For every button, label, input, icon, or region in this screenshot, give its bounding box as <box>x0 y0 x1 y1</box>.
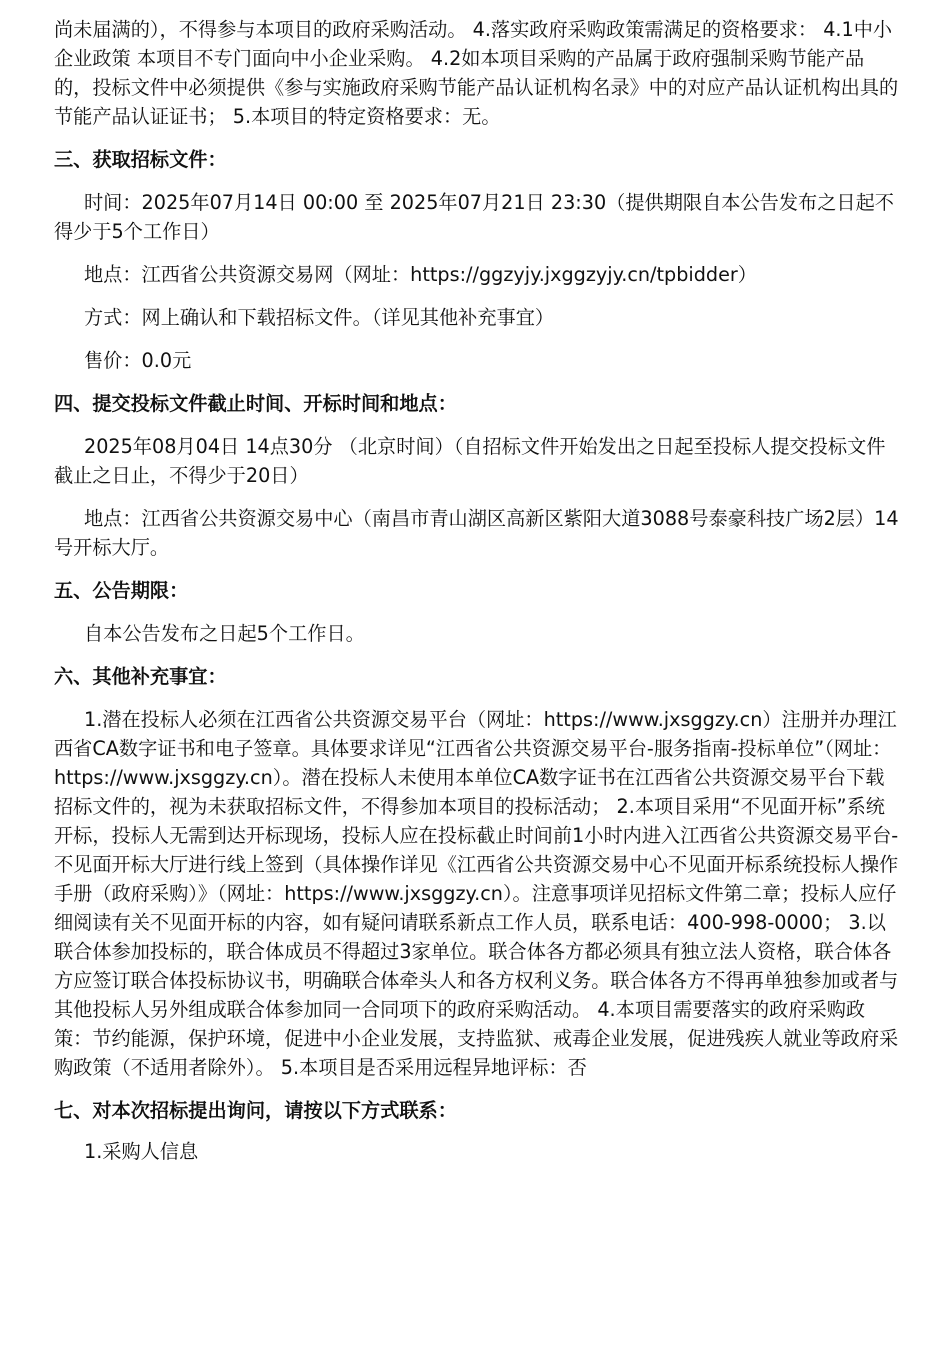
supplementary-text: 1.潜在投标人必须在江西省公共资源交易平台（网址：https://www.jxsggzy.cn）注册并办理江西省CA数字证书和电子签章。具体要求详见“江西省公共资源交易平台-服务指南-投标单位”（网址：https://www.jxsggzy.cn）。潜在投标人未使用本单位CA数字证书在江西省公共资源交易平台下载招标文件的，视为未获取招标文件，不得参加本项目的投标活动； 2.本项目采用“不见面开标”系统开标，投标人无需到达开标现场，投标人应在投标截止时间前1小时内进入江西省公共资源交易平台-不见面开标大厅进行线上签到（具体操作详见《江西省公共资源交易中心不见面开标系统投标人操作手册（政府采购）》（网址：https://www.jxsggzy.cn）。注意事项详见招标文件第二章；投标人应仔细阅读有关不见面开标的内容，如有疑问请联系新点工作人员，联系电话：400-998-0000； 3.以联合体参加投标的，联合体成员不得超过3家单位。联合体各方都必须具有独立法人资格，联合体各方应签订联合体投标协议书，明确联合体牵头人和各方权利义务。联合体各方不得再单独参加或者与其他投标人另外组成联合体参加同一合同项下的政府采购活动。 4.本项目需要落实的政府采购政策：节约能源，保护环境，促进中小企业发展，支持监狱、戒毒企业发展，促进残疾人就业等政府采购政策（不适用者除外）。 5.本项目是否采用远程异地评标：否 <box>54 708 899 1079</box>
obtain-method: 方式：网上确认和下载招标文件。（详见其他补充事宜） <box>84 306 555 329</box>
obtain-time: 时间：2025年07月14日 00:00 至 2025年07月21日 23:30（提供期限自本公告发布之日起不得少于5个工作日） <box>54 191 894 243</box>
section-heading-deadline: 四、提交投标文件截止时间、开标时间和地点： <box>54 392 457 415</box>
section-heading-notice-period: 五、公告期限： <box>54 579 189 602</box>
section-heading-obtain-documents: 三、获取招标文件： <box>54 148 227 171</box>
notice-period-text: 自本公告发布之日起5个工作日。 <box>84 622 365 645</box>
deadline-time: 2025年08月04日 14点30分 （北京时间）（自招标文件开始发出之日起至投标人提交投标文件截止之日止，不得少于20日） <box>54 435 886 487</box>
qualification-text: 尚未届满的），不得参与本项目的政府采购活动。 4.落实政府采购政策需满足的资格要求： 4.1中小企业政策 本项目不专门面向中小企业采购。 4.2如本项目采购的产品属于政府强制采购节能产品的，投标文件中必须提供《参与实施政府采购节能产品认证机构名录》中的对应产品认证机构出具的节能产品认证证书； 5.本项目的特定资格要求：无。 <box>54 18 899 128</box>
section-heading-supplementary: 六、其他补充事宜： <box>54 665 227 688</box>
obtain-price: 售价：0.0元 <box>84 349 192 372</box>
obtain-place: 地点：江西省公共资源交易网（网址：https://ggzyjy.jxggzyjy.cn/tpbidder） <box>84 263 757 286</box>
purchaser-info-label: 1.采购人信息 <box>84 1140 199 1163</box>
document-page <box>0 15 950 1360</box>
opening-place: 地点：江西省公共资源交易中心（南昌市青山湖区高新区紫阳大道3088号泰豪科技广场2层）14号开标大厅。 <box>54 507 899 559</box>
section-heading-inquiry-contact: 七、对本次招标提出询问，请按以下方式联系： <box>54 1099 457 1122</box>
